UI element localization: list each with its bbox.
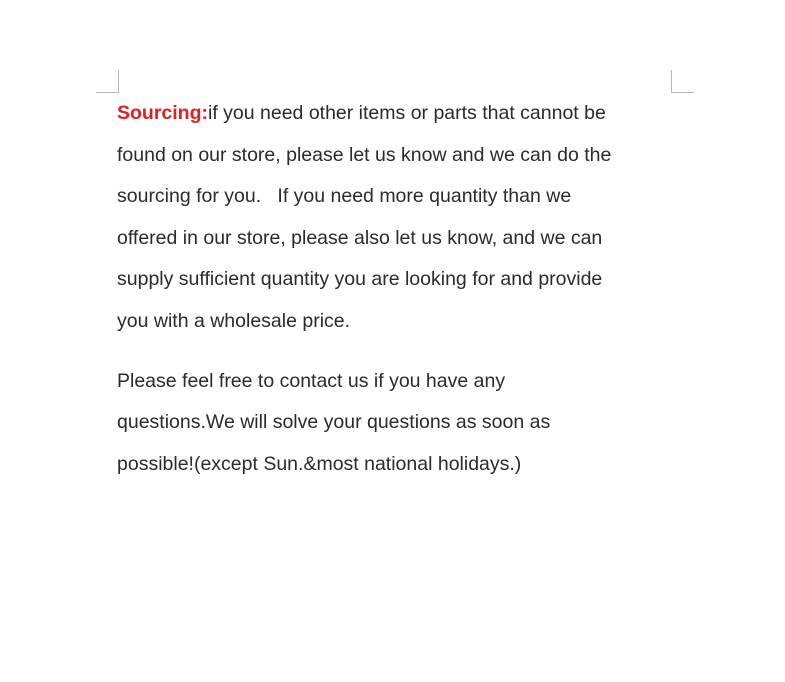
sourcing-line: you with a wholesale price. xyxy=(117,309,351,332)
contact-line: possible!(except Sun.&most national holidays.) xyxy=(117,452,522,475)
sourcing-line: found on our store, please let us know and we can do the xyxy=(117,143,612,166)
sourcing-first-line-text: if you need other items or parts that cannot be xyxy=(208,102,606,124)
top-left-crop-mark xyxy=(96,70,119,93)
sourcing-label: Sourcing: xyxy=(117,102,208,124)
sourcing-paragraph xyxy=(117,93,677,343)
document-body xyxy=(117,93,677,485)
sourcing-line: supply sufficient quantity you are looking for and provide xyxy=(117,268,603,291)
sourcing-first-line xyxy=(117,93,677,135)
sourcing-line: sourcing for you. If you need more quantity than we xyxy=(117,185,572,208)
contact-paragraph xyxy=(117,361,677,486)
contact-line: questions.We will solve your questions as soon as xyxy=(117,411,551,434)
top-right-crop-mark xyxy=(671,70,694,93)
sourcing-line: offered in our store, please also let us know, and we can xyxy=(117,226,603,249)
contact-line: Please feel free to contact us if you have any xyxy=(117,369,506,392)
